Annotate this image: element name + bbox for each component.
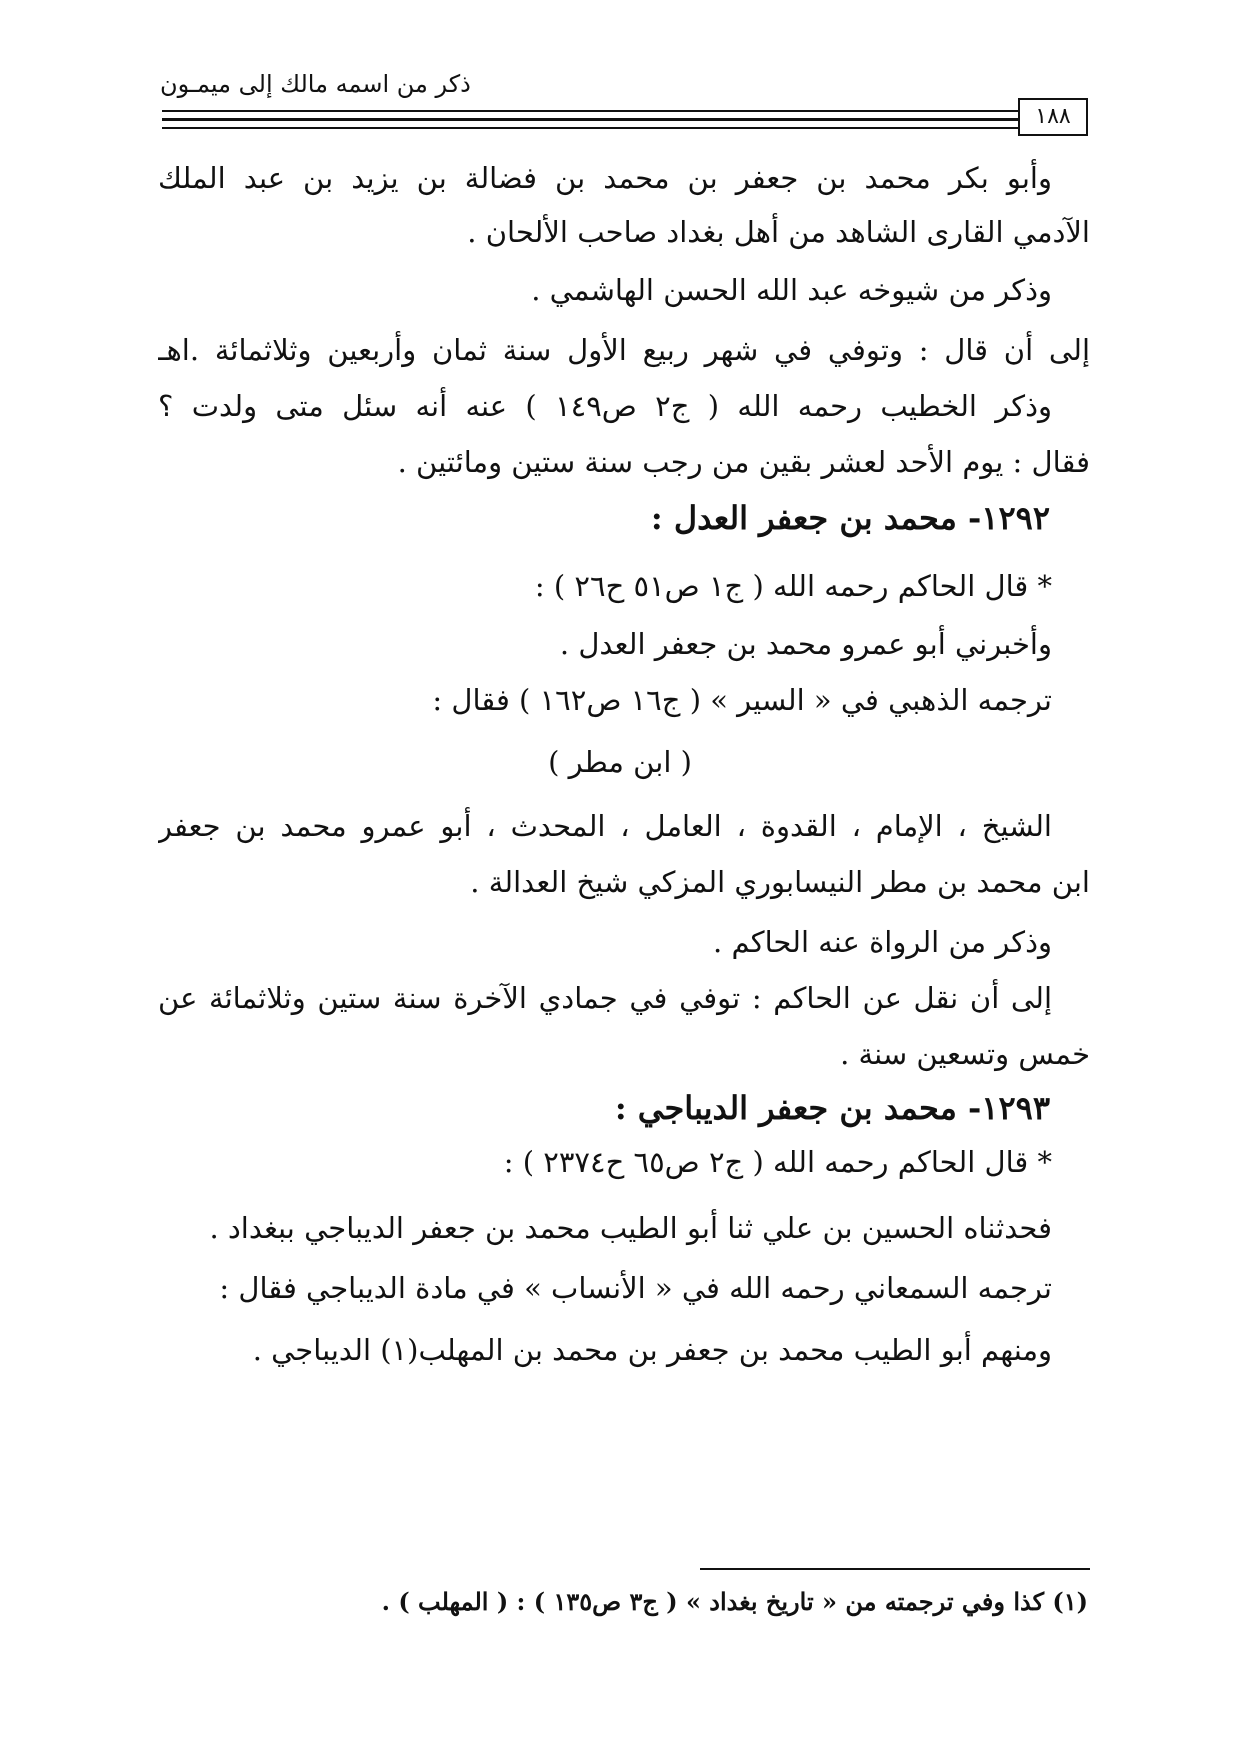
text-line: فحدثناه الحسين بن علي ثنا أبو الطيب محمد بن جعفر الديباجي ببغداد .: [209, 1211, 1052, 1245]
text-line: ومنهم أبو الطيب محمد بن جعفر بن محمد بن المهلب(١) الديباجي .: [252, 1333, 1052, 1367]
text-line: * قال الحاكم رحمه الله ( ج١ ص٥١ ح٢٦ ) :: [534, 569, 1052, 603]
text-line: وأبو بكر محمد بن جعفر بن محمد بن فضالة بن يزيد بن عبد الملك: [158, 161, 1052, 195]
header-rule: [162, 110, 1018, 112]
text-line: ابن محمد بن مطر النيسابوري المزكي شيخ العدالة .: [470, 865, 1090, 899]
footnote-rule: [700, 1568, 1090, 1570]
text-line: خمس وتسعين سنة .: [840, 1037, 1090, 1071]
text-line: الشيخ ، الإمام ، القدوة ، العامل ، المحدث ، أبو عمرو محمد بن جعفر: [158, 809, 1052, 843]
section-title: ( ابن مطر ): [548, 745, 692, 779]
text-line: الآدمي القارى الشاهد من أهل بغداد صاحب الألحان .: [467, 215, 1090, 249]
header-rule: [162, 127, 1018, 129]
entry-heading-1293: ١٢٩٣- محمد بن جعفر الديباجي :: [614, 1089, 1050, 1127]
header-rule: [162, 118, 1018, 121]
entry-heading-1292: ١٢٩٢- محمد بن جعفر العدل :: [650, 499, 1050, 537]
text-line: * قال الحاكم رحمه الله ( ج٢ ص٦٥ ح٢٣٧٤ ) :: [503, 1145, 1052, 1179]
text-line: ترجمه السمعاني رحمه الله في « الأنساب » في مادة الديباجي فقال :: [219, 1271, 1052, 1305]
footnote: (١) كذا وفي ترجمته من « تاريخ بغداد » ( ج٣ ص١٣٥ ) : ( المهلب ) .: [381, 1587, 1088, 1616]
running-header: ذكر من اسمه مالك إلى ميمـون: [160, 70, 471, 98]
text-line: وذكر من الرواة عنه الحاكم .: [713, 925, 1052, 959]
text-line: ترجمه الذهبي في « السير » ( ج١٦ ص١٦٢ ) فقال :: [432, 683, 1052, 717]
text-line: إلى أن قال : وتوفي في شهر ربيع الأول سنة ثمان وأربعين وثلاثمائة .اهـ: [158, 333, 1090, 367]
page-number: ١٨٨: [1018, 98, 1088, 136]
text-line: إلى أن نقل عن الحاكم : توفي في جمادي الآخرة سنة ستين وثلاثمائة عن: [158, 981, 1052, 1015]
text-line: وذكر الخطيب رحمه الله ( ج٢ ص١٤٩ ) عنه أنه سئل متى ولدت ؟: [158, 389, 1052, 423]
text-line: وأخبرني أبو عمرو محمد بن جعفر العدل .: [559, 627, 1052, 661]
text-line: وذكر من شيوخه عبد الله الحسن الهاشمي .: [531, 273, 1052, 307]
text-line: فقال : يوم الأحد لعشر بقين من رجب سنة ستين ومائتين .: [397, 445, 1090, 479]
